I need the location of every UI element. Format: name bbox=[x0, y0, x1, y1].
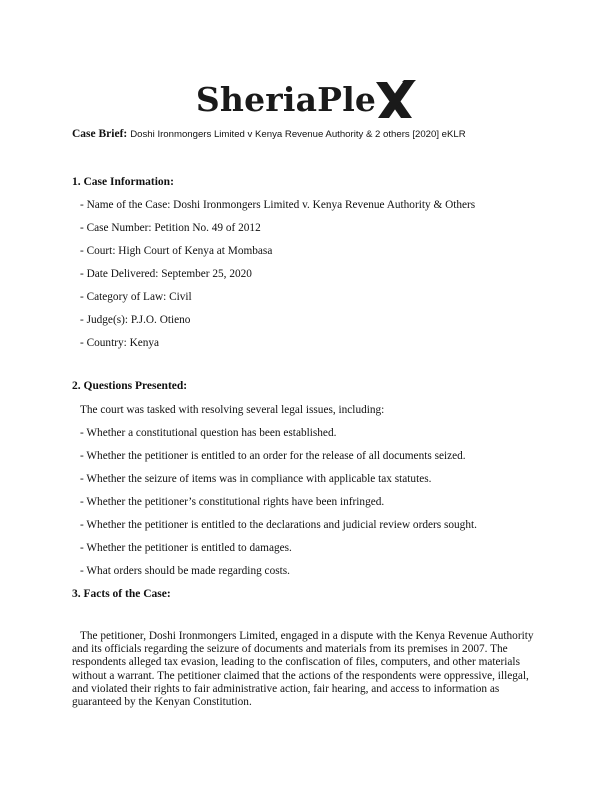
case-brief-label: Case Brief: bbox=[72, 128, 128, 140]
list-item: - Whether the seizure of items was in compliance with applicable tax statutes. bbox=[80, 473, 432, 485]
list-item: - Whether the petitioner is entitled to the declarations and judicial review orders sought. bbox=[80, 519, 477, 531]
list-item: - Case Number: Petition No. 49 of 2012 bbox=[80, 222, 261, 234]
list-item: - Whether the petitioner is entitled to an order for the release of all documents seized. bbox=[80, 450, 466, 462]
list-item: - What orders should be made regarding costs. bbox=[80, 565, 290, 577]
section-heading-questions-presented: 2. Questions Presented: bbox=[72, 380, 188, 392]
case-brief-line bbox=[72, 128, 466, 140]
section-intro: The court was tasked with resolving several legal issues, including: bbox=[80, 404, 385, 416]
list-item: - Whether the petitioner’s constitutional rights have been infringed. bbox=[80, 496, 385, 508]
list-item: - Category of Law: Civil bbox=[80, 291, 192, 303]
list-item: - Judge(s): P.J.O. Otieno bbox=[80, 314, 191, 326]
list-item: - Whether the petitioner is entitled to damages. bbox=[80, 542, 292, 554]
case-brief-title: Doshi Ironmongers Limited v Kenya Revenue Authority & 2 others [2020] eKLR bbox=[130, 129, 466, 140]
sheriaplex-logo bbox=[0, 74, 612, 124]
x-logo-icon bbox=[372, 80, 416, 120]
list-item: - Court: High Court of Kenya at Mombasa bbox=[80, 245, 273, 257]
logo-text: SheriaPle bbox=[195, 79, 377, 119]
list-item: - Date Delivered: September 25, 2020 bbox=[80, 268, 252, 280]
facts-paragraph: The petitioner, Doshi Ironmongers Limited, engaged in a dispute with the Kenya Revenue Authority and its officials regarding the seizure of documents and materials from its premises in 2007. The respondents alleged tax evasion, leading to the confiscation of files, computers, and other materials without a warrant. The petitioner claimed that the actions of the respondents were oppressive, illegal, and violated their rights to fair administrative action, fair hearing, and access to information as guaranteed by the Kenyan Constitution. bbox=[72, 630, 534, 709]
list-item: - Name of the Case: Doshi Ironmongers Limited v. Kenya Revenue Authority & Others bbox=[80, 199, 476, 211]
list-item: - Country: Kenya bbox=[80, 337, 160, 349]
list-item: - Whether a constitutional question has been established. bbox=[80, 427, 337, 439]
section-heading-facts: 3. Facts of the Case: bbox=[72, 588, 171, 600]
section-heading-case-information: 1. Case Information: bbox=[72, 176, 174, 188]
